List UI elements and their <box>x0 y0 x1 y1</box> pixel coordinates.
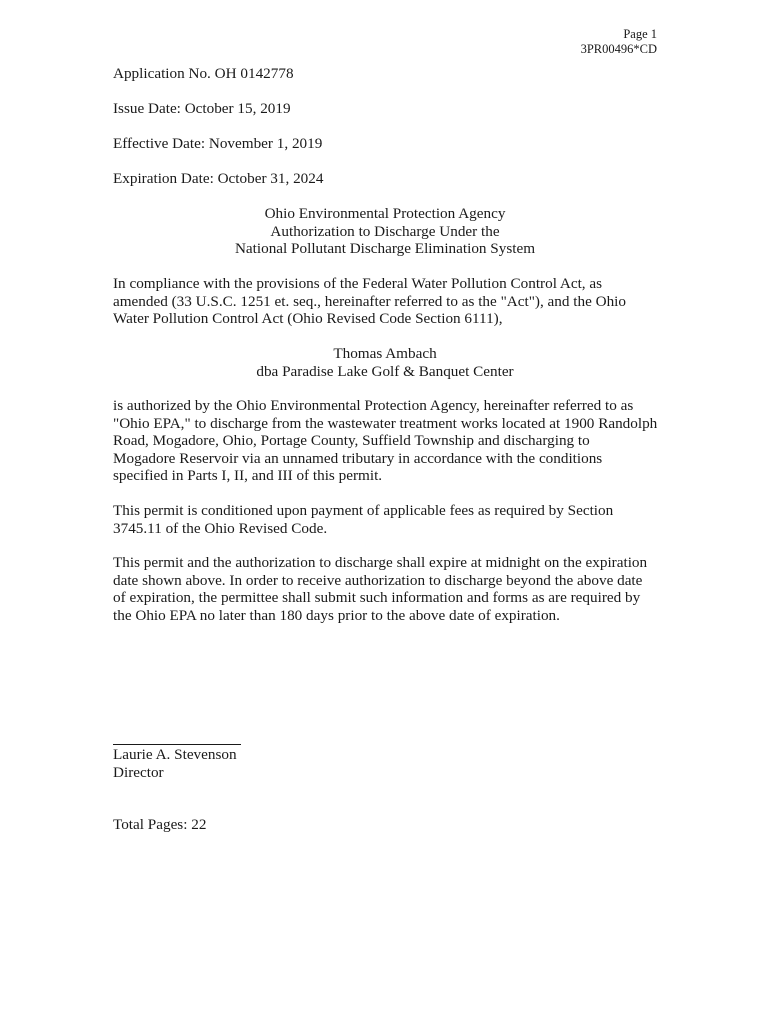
permittee-block <box>113 345 657 380</box>
expiration-paragraph <box>113 554 647 624</box>
signature-block <box>113 746 237 781</box>
document-code: 3PR00496*CD <box>580 42 657 56</box>
paragraph-line: 3745.11 of the Ohio Revised Code. <box>113 519 328 537</box>
paragraph-line: specified in Parts I, II, and III of this permit. <box>113 467 383 484</box>
paragraph-line: In compliance with the provisions of the Federal Water Pollution Control Act, as <box>113 275 603 292</box>
paragraph-line: Mogadore Reservoir via an unnamed tributary in accordance with the conditions <box>113 449 603 467</box>
title-line: Ohio Environmental Protection Agency <box>264 205 506 222</box>
paragraph-line: the Ohio EPA no later than 180 days prior to the above date of expiration. <box>113 606 560 624</box>
paragraph-line: Road, Mogadore, Ohio, Portage County, Suffield Township and discharging to <box>113 432 590 449</box>
total-pages: Total Pages: 22 <box>113 816 207 833</box>
effective-date: Effective Date: November 1, 2019 <box>113 135 323 152</box>
paragraph-line: Water Pollution Control Act (Ohio Revised Code Section 6111), <box>113 310 503 327</box>
compliance-paragraph <box>113 275 626 328</box>
paragraph-line: "Ohio EPA," to discharge from the wastewater treatment works located at 1900 Randolph <box>113 414 658 432</box>
signature-line <box>113 744 241 745</box>
authorization-paragraph <box>113 397 657 485</box>
issue-date: Issue Date: October 15, 2019 <box>113 100 291 117</box>
permit-title <box>113 205 657 258</box>
title-line: Authorization to Discharge Under the <box>270 222 500 240</box>
permittee-name: Thomas Ambach <box>333 345 437 362</box>
paragraph-line: This permit is conditioned upon payment of applicable fees as required by Section <box>113 502 614 519</box>
fees-paragraph <box>113 502 613 537</box>
paragraph-line: This permit and the authorization to discharge shall expire at midnight on the expiration <box>113 554 648 571</box>
expiration-date: Expiration Date: October 31, 2024 <box>113 170 324 187</box>
paragraph-line: is authorized by the Ohio Environmental Protection Agency, hereinafter referred to as <box>113 397 634 414</box>
paragraph-line: date shown above. In order to receive authorization to discharge beyond the above date <box>113 571 643 589</box>
paragraph-line: amended (33 U.S.C. 1251 et. seq., hereinafter referred to as the "Act"), and the Ohio <box>113 292 626 310</box>
signatory-name: Laurie A. Stevenson <box>113 746 237 763</box>
application-number: Application No. OH 0142778 <box>113 65 294 82</box>
page-number: Page 1 <box>623 27 657 41</box>
page-header <box>581 27 657 57</box>
signatory-title: Director <box>113 763 164 781</box>
paragraph-line: of expiration, the permittee shall submit such information and forms as are required by <box>113 589 641 606</box>
permittee-dba: dba Paradise Lake Golf & Banquet Center <box>256 362 514 380</box>
title-line: National Pollutant Discharge Elimination System <box>234 240 536 257</box>
